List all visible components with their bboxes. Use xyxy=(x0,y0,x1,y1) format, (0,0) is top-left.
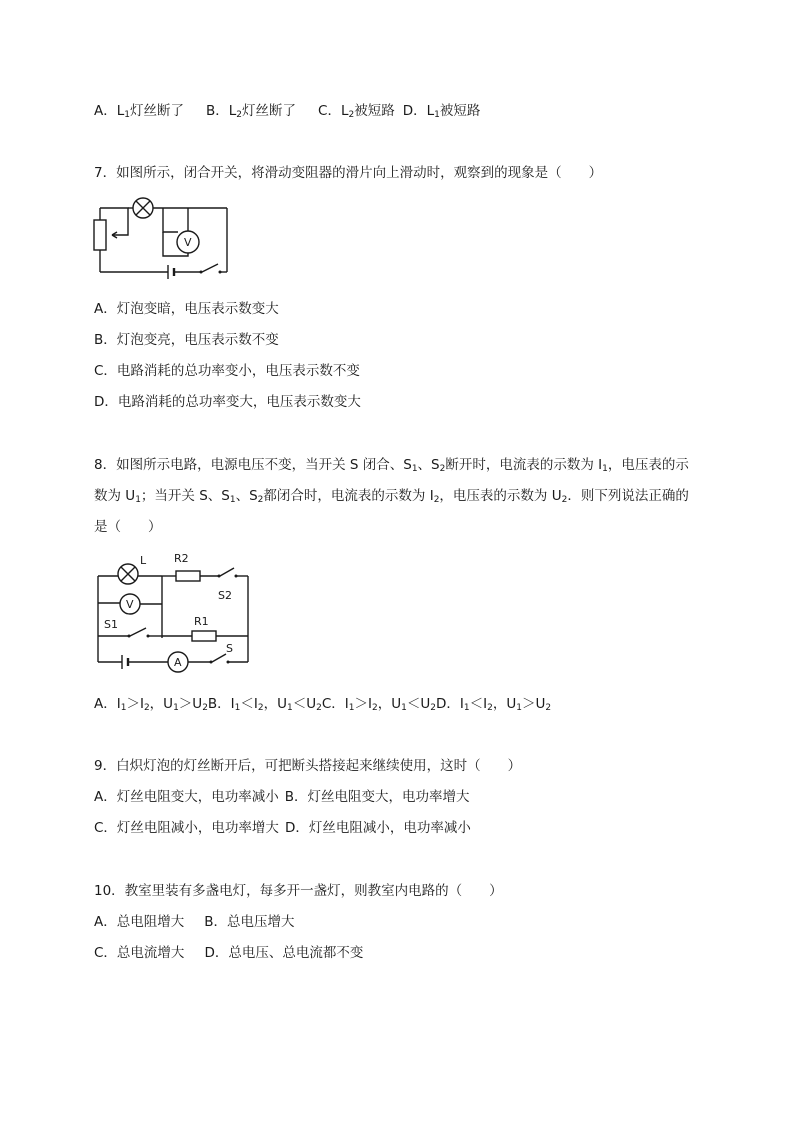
q9-options-row-1 xyxy=(94,788,470,806)
q9-options-row-2 xyxy=(94,819,471,837)
q10-options-row-1 xyxy=(94,913,295,931)
svg-text:R1: R1 xyxy=(194,615,209,628)
q10-option-a: A．总电阻增大 xyxy=(94,914,185,930)
q8-stem-line-1: 8．如图所示电路，电源电压不变，当开关 S 闭合、$S_1$、$S_2$断开时，电流表的示数为 $I_1$，电压表的示 xyxy=(94,457,689,474)
q7-stem: 7．如图所示，闭合开关，将滑动变阻器的滑片向上滑动时，观察到的现象是（ ） xyxy=(94,165,603,181)
q7-circuit-diagram xyxy=(92,192,242,282)
q10-option-d: D．总电压、总电流都不变 xyxy=(204,945,364,961)
q9-stem: 9．白炽灯泡的灯丝断开后，可把断头搭接起来继续使用，这时（ ） xyxy=(94,758,522,774)
q9-option-c: C．灯丝电阻减小，电功率增大 xyxy=(94,820,279,836)
q7-option-a: A．灯泡变暗，电压表示数变大 xyxy=(94,301,279,317)
svg-text:S2: S2 xyxy=(218,589,232,602)
q9-option-b: B．灯丝电阻变大，电功率增大 xyxy=(284,789,470,805)
q6-options xyxy=(94,102,480,120)
q9-option-a: A．灯丝电阻变大，电功率减小 xyxy=(94,789,279,805)
q8-circuit-diagram xyxy=(94,548,256,670)
svg-text:V: V xyxy=(126,598,134,611)
q6-option-b: B．$L_2$灯丝断了 xyxy=(206,103,297,120)
q7-option-d: D．电路消耗的总功率变大，电压表示数变大 xyxy=(94,394,361,410)
q8-stem-line-3: 是（ ） xyxy=(94,519,162,535)
q7-option-c: C．电路消耗的总功率变小，电压表示数不变 xyxy=(94,363,360,379)
q9-option-d: D．灯丝电阻减小，电功率减小 xyxy=(284,820,471,836)
svg-text:L: L xyxy=(140,554,147,567)
q10-option-c: C．总电流增大 xyxy=(94,945,185,961)
svg-text:R2: R2 xyxy=(174,552,189,565)
q8-stem-line-2: 数为 $U_1$；当开关 S、$S_1$、$S_2$都闭合时，电流表的示数为 $I_2$，电压表的示数为 $U_2$．则下列说法正确的 xyxy=(94,488,689,505)
svg-text:S: S xyxy=(226,642,233,655)
q8-options xyxy=(94,695,551,713)
svg-text:A: A xyxy=(174,656,182,669)
q10-stem: 10．教室里装有多盏电灯，每多开一盏灯，则教室内电路的（ ） xyxy=(94,883,503,899)
q6-option-c: C．$L_2$被短路 xyxy=(318,103,395,120)
q7-option-b: B．灯泡变亮，电压表示数不变 xyxy=(94,332,279,348)
q8-option-d: D．$I_1<I_2$，$U_1>U_2$ xyxy=(436,696,552,713)
svg-text:V: V xyxy=(184,236,192,249)
q8-option-b: B．$I_1<I_2$，$U_1<U_2$ xyxy=(207,696,322,713)
q8-option-a: A．$I_1>I_2$，$U_1>U_2$ xyxy=(94,696,208,713)
q10-options-row-2 xyxy=(94,944,363,962)
q6-option-a: A．$L_1$灯丝断了 xyxy=(94,103,184,120)
svg-text:S1: S1 xyxy=(104,618,118,631)
q10-option-b: B．总电压增大 xyxy=(204,914,295,930)
q6-option-d: D．$L_1$被短路 xyxy=(402,103,481,120)
q8-option-c: C．$I_1>I_2$，$U_1<U_2$ xyxy=(321,696,436,713)
